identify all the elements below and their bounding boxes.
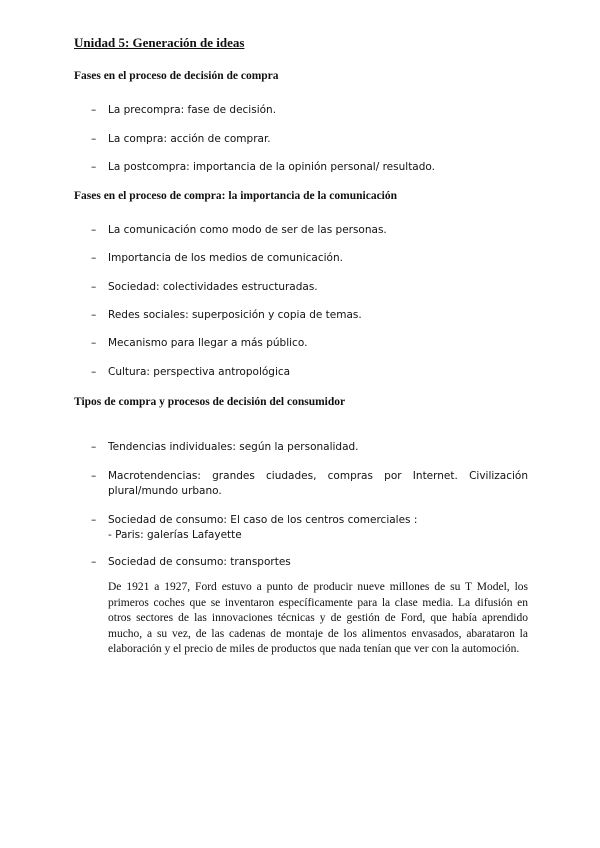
list-item-text: Tendencias individuales: según la personalidad.: [108, 441, 359, 453]
list-item-text: Cultura: perspectiva antropológica: [108, 366, 291, 378]
list-item-text: Mecanismo para llegar a más público.: [108, 337, 308, 349]
section-heading-decision-phases: Fases en el proceso de decisión de compra: [74, 70, 279, 82]
list-item: [91, 513, 528, 543]
list-item: [91, 469, 528, 499]
list-item: [91, 132, 528, 147]
list-item-text: Redes sociales: superposición y copia de temas.: [108, 309, 362, 321]
list-item: [91, 555, 528, 570]
list-dash: –: [91, 309, 97, 321]
list-item: [91, 365, 528, 380]
list-item: [91, 251, 528, 266]
list-item-main: Sociedad de consumo: El caso de los centros comerciales :: [108, 514, 418, 526]
list-item-text: La precompra: fase de decisión.: [108, 104, 277, 116]
list-dash: –: [91, 252, 97, 264]
ford-paragraph: De 1921 a 1927, Ford estuvo a punto de producir nueve millones de su T Model, los primeros coches que se inventaron específicamente para la clase media. La difusión en otros sectores de las innovaciones técnicas y de gestión de Ford, que había aprendido mucho, a su vez, de las cadenas de montaje de los alimentos envasados, abarataron la elaboración y el precio de miles de productos que nada tenían que ver con la automoción.: [108, 581, 528, 655]
list-item: [91, 308, 528, 323]
list-item: [91, 103, 528, 118]
list-item: [91, 223, 528, 238]
list-dash: –: [91, 441, 97, 453]
list-item-text: Macrotendencias: grandes ciudades, compras por Internet. Civilización plural/mundo urbano.: [108, 470, 528, 497]
list-dash: –: [91, 104, 97, 116]
list-dash: –: [91, 161, 97, 173]
list-dash: –: [91, 133, 97, 145]
section-heading-purchase-types: Tipos de compra y procesos de decisión del consumidor: [74, 396, 346, 408]
list-dash: –: [91, 281, 97, 293]
list-dash: –: [91, 366, 97, 378]
list-item-text: La comunicación como modo de ser de las personas.: [108, 224, 387, 236]
list-subitem: - Paris: galerías Lafayette: [108, 529, 242, 541]
list-dash: –: [91, 224, 97, 236]
list-item: [91, 160, 528, 175]
list-dash: –: [91, 470, 97, 482]
page-title: Unidad 5: Generación de ideas: [74, 35, 245, 50]
list-item-text: La compra: acción de comprar.: [108, 133, 271, 145]
list-item: [91, 280, 528, 295]
list-item: [91, 440, 528, 455]
list-dash: –: [91, 514, 97, 526]
list-item-text: Sociedad de consumo: transportes: [108, 556, 291, 568]
section-heading-communication: Fases en el proceso de compra: la importancia de la comunicación: [74, 190, 398, 202]
list-item-text: Importancia de los medios de comunicación.: [108, 252, 343, 264]
list-item-text: La postcompra: importancia de la opinión personal/ resultado.: [108, 161, 435, 173]
list-item: [91, 336, 528, 351]
list-item-text: [108, 513, 528, 543]
list-dash: –: [91, 337, 97, 349]
list-item-text: Sociedad: colectividades estructuradas.: [108, 281, 318, 293]
list-dash: –: [91, 556, 97, 568]
